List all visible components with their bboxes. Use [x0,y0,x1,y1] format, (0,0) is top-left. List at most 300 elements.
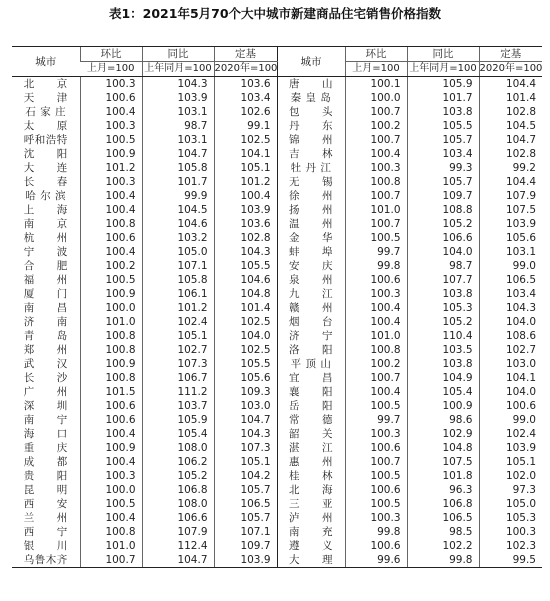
table-row [12,301,542,315]
table-row [12,105,542,119]
yoy-value-right: 98.7 [407,259,479,273]
mom-value-right: 100.8 [345,175,407,189]
mom-value-right: 100.6 [345,441,407,455]
mom-value-left: 100.4 [80,105,142,119]
yoy-value-right: 106.8 [407,497,479,511]
fixed-value-left: 103.4 [214,91,277,105]
fixed-value-left: 102.5 [214,133,277,147]
yoy-value-left: 105.1 [142,329,214,343]
mom-value-right: 100.7 [345,189,407,203]
fixed-value-right: 97.3 [479,483,542,497]
mom-value-left: 100.2 [80,259,142,273]
city-name-left: 南 宁 [23,414,68,426]
mom-value-left: 100.3 [80,175,142,189]
mom-value-right: 100.6 [345,483,407,497]
fixed-value-left: 105.6 [214,371,277,385]
yoy-value-left: 103.7 [142,399,214,413]
mom-value-left: 100.4 [80,455,142,469]
city-name-left: 杭 州 [23,232,68,244]
city-name-left: 重 庆 [23,442,68,454]
yoy-value-right: 105.5 [407,119,479,133]
fixed-value-right: 99.0 [479,259,542,273]
yoy-value-right: 107.7 [407,273,479,287]
table-row [12,273,542,287]
header-city-left: 城市 [12,47,80,77]
fixed-value-right: 105.0 [479,497,542,511]
mom-value-left: 100.6 [80,231,142,245]
mom-value-left: 100.0 [80,483,142,497]
table-row [12,329,542,343]
fixed-value-left: 105.5 [214,259,277,273]
mom-value-right: 100.5 [345,399,407,413]
yoy-value-right: 105.7 [407,133,479,147]
yoy-value-left: 105.4 [142,427,214,441]
fixed-value-right: 106.5 [479,273,542,287]
city-name-left: 南 昌 [23,302,68,314]
yoy-value-right: 101.8 [407,469,479,483]
header-mom-left: 环比 [80,47,142,62]
fixed-value-right: 99.0 [479,413,542,427]
table-body [12,77,542,568]
header-fixed-sub-right: 2020年=100 [479,62,542,77]
mom-value-left: 100.3 [80,77,142,92]
table-row [12,287,542,301]
mom-value-left: 100.8 [80,329,142,343]
yoy-value-left: 106.8 [142,483,214,497]
mom-value-right: 99.7 [345,245,407,259]
mom-value-right: 100.2 [345,119,407,133]
table-row [12,175,542,189]
fixed-value-left: 103.9 [214,553,277,568]
yoy-value-right: 105.2 [407,315,479,329]
yoy-value-right: 103.5 [407,343,479,357]
header-mom-sub-right: 上月=100 [345,62,407,77]
fixed-value-right: 104.7 [479,133,542,147]
fixed-value-left: 101.2 [214,175,277,189]
fixed-value-right: 104.4 [479,77,542,92]
yoy-value-right: 102.2 [407,539,479,553]
fixed-value-left: 105.5 [214,357,277,371]
city-name-left: 银 川 [23,540,68,552]
city-name-left: 济 南 [23,316,68,328]
header-fixed-left: 定基 [214,47,277,62]
mom-value-right: 99.6 [345,553,407,568]
yoy-value-right: 106.5 [407,511,479,525]
mom-value-left: 100.7 [80,553,142,568]
city-name-right: 常 德 [277,413,345,427]
yoy-value-right: 108.8 [407,203,479,217]
fixed-value-right: 102.8 [479,147,542,161]
city-name-left: 厦 门 [23,288,68,300]
mom-value-left: 101.0 [80,539,142,553]
yoy-value-right: 103.8 [407,357,479,371]
mom-value-right: 100.8 [345,343,407,357]
table-row [12,483,542,497]
city-name-left: 武 汉 [23,358,68,370]
city-name-left: 太 原 [23,120,68,132]
fixed-value-right: 99.2 [479,161,542,175]
mom-value-left: 100.8 [80,525,142,539]
header-fixed-right: 定基 [479,47,542,62]
mom-value-left: 100.9 [80,357,142,371]
city-name-left: 长 春 [23,176,68,188]
table-row [12,427,542,441]
city-name-right: 襄 阳 [277,385,345,399]
mom-value-left: 100.5 [80,273,142,287]
header-fixed-sub-left: 2020年=100 [214,62,277,77]
yoy-value-left: 106.6 [142,511,214,525]
city-name-left: 乌鲁木齐 [12,553,80,568]
mom-value-left: 100.9 [80,287,142,301]
table-row [12,511,542,525]
mom-value-right: 99.8 [345,259,407,273]
yoy-value-left: 103.1 [142,133,214,147]
fixed-value-left: 104.1 [214,147,277,161]
yoy-value-right: 109.7 [407,189,479,203]
yoy-value-right: 105.7 [407,175,479,189]
city-name-left: 成 都 [23,456,68,468]
mom-value-right: 100.7 [345,371,407,385]
yoy-value-left: 106.2 [142,455,214,469]
header-mom-sub-left: 上月=100 [80,62,142,77]
table-row [12,259,542,273]
city-name-left: 福 州 [23,274,68,286]
fixed-value-right: 107.5 [479,203,542,217]
city-name-right: 大 理 [277,553,345,568]
mom-value-left: 100.8 [80,371,142,385]
yoy-value-left: 102.4 [142,315,214,329]
fixed-value-right: 105.6 [479,231,542,245]
fixed-value-left: 102.5 [214,315,277,329]
yoy-value-left: 101.7 [142,175,214,189]
table-row [12,357,542,371]
fixed-value-left: 107.3 [214,441,277,455]
fixed-value-right: 103.9 [479,441,542,455]
mom-value-right: 100.5 [345,497,407,511]
fixed-value-right: 104.5 [479,119,542,133]
city-name-right: 三 亚 [277,497,345,511]
fixed-value-left: 101.4 [214,301,277,315]
fixed-value-right: 102.3 [479,539,542,553]
table-row [12,147,542,161]
mom-value-right: 100.4 [345,385,407,399]
table-row [12,371,542,385]
city-name-left: 兰 州 [23,512,68,524]
fixed-value-right: 104.0 [479,315,542,329]
fixed-value-left: 102.5 [214,343,277,357]
table-row [12,399,542,413]
city-name-left: 北 京 [23,78,68,90]
table-row [12,231,542,245]
yoy-value-left: 106.7 [142,371,214,385]
city-name-left: 合 肥 [23,260,68,272]
city-name-left: 呼和浩特 [23,134,68,146]
mom-value-left: 100.5 [80,497,142,511]
table-row [12,441,542,455]
fixed-value-left: 106.5 [214,497,277,511]
table-row [12,343,542,357]
fixed-value-right: 104.1 [479,371,542,385]
mom-value-right: 100.6 [345,273,407,287]
fixed-value-left: 105.1 [214,161,277,175]
city-name-right: 烟 台 [277,315,345,329]
city-name-right: 牡 丹 江 [277,161,345,175]
city-name-right: 洛 阳 [277,343,345,357]
table-row [12,161,542,175]
fixed-value-right: 108.6 [479,329,542,343]
yoy-value-right: 106.6 [407,231,479,245]
fixed-value-left: 109.7 [214,539,277,553]
fixed-value-left: 100.4 [214,189,277,203]
yoy-value-left: 108.0 [142,497,214,511]
yoy-value-left: 103.9 [142,91,214,105]
fixed-value-left: 102.8 [214,231,277,245]
mom-value-right: 99.8 [345,525,407,539]
yoy-value-right: 110.4 [407,329,479,343]
fixed-value-right: 107.9 [479,189,542,203]
yoy-value-left: 106.1 [142,287,214,301]
mom-value-right: 100.3 [345,161,407,175]
city-name-right: 桂 林 [277,469,345,483]
yoy-value-left: 111.2 [142,385,214,399]
mom-value-left: 100.4 [80,427,142,441]
city-name-right: 扬 州 [277,203,345,217]
fixed-value-right: 104.0 [479,385,542,399]
yoy-value-right: 104.0 [407,245,479,259]
header-yoy-left: 同比 [142,47,214,62]
city-name-right: 泸 州 [277,511,345,525]
mom-value-right: 100.3 [345,427,407,441]
table-row [12,189,542,203]
mom-value-right: 99.7 [345,413,407,427]
city-name-right: 泉 州 [277,273,345,287]
fixed-value-left: 104.7 [214,413,277,427]
mom-value-right: 101.0 [345,203,407,217]
yoy-value-right: 103.8 [407,105,479,119]
fixed-value-right: 102.4 [479,427,542,441]
yoy-value-left: 104.5 [142,203,214,217]
table-title: 表1：2021年5月70个大中城市新建商品住宅销售价格指数 [108,6,442,21]
city-name-right: 安 庆 [277,259,345,273]
table-row [12,217,542,231]
mom-value-left: 100.9 [80,147,142,161]
yoy-value-left: 103.1 [142,105,214,119]
mom-value-left: 100.3 [80,119,142,133]
city-name-left: 海 口 [23,428,68,440]
mom-value-right: 100.4 [345,315,407,329]
table-row [12,245,542,259]
table-row [12,91,542,105]
yoy-value-right: 101.7 [407,91,479,105]
mom-value-left: 100.6 [80,413,142,427]
mom-value-right: 100.7 [345,105,407,119]
mom-value-right: 100.7 [345,455,407,469]
fixed-value-left: 104.3 [214,245,277,259]
yoy-value-left: 103.2 [142,231,214,245]
yoy-value-left: 105.8 [142,161,214,175]
city-name-right: 温 州 [277,217,345,231]
city-name-right: 宜 昌 [277,371,345,385]
city-name-left: 广 州 [23,386,68,398]
fixed-value-right: 102.0 [479,469,542,483]
yoy-value-right: 98.5 [407,525,479,539]
city-name-left: 昆 明 [23,484,68,496]
fixed-value-right: 99.5 [479,553,542,568]
fixed-value-left: 105.7 [214,483,277,497]
yoy-value-right: 105.4 [407,385,479,399]
fixed-value-left: 104.3 [214,427,277,441]
table-row [12,133,542,147]
city-name-left: 南 京 [23,218,68,230]
mom-value-left: 101.0 [80,315,142,329]
city-name-right: 秦 皇 岛 [277,91,345,105]
mom-value-right: 100.4 [345,147,407,161]
yoy-value-left: 104.3 [142,77,214,92]
fixed-value-left: 107.1 [214,525,277,539]
yoy-value-left: 105.9 [142,413,214,427]
mom-value-left: 100.4 [80,189,142,203]
city-name-left: 郑 州 [23,344,68,356]
table-row [12,539,542,553]
fixed-value-left: 109.3 [214,385,277,399]
fixed-value-right: 100.6 [479,399,542,413]
mom-value-left: 100.9 [80,441,142,455]
yoy-value-right: 104.9 [407,371,479,385]
mom-value-right: 100.6 [345,539,407,553]
fixed-value-left: 105.1 [214,455,277,469]
yoy-value-right: 96.3 [407,483,479,497]
city-name-right: 济 宁 [277,329,345,343]
yoy-value-left: 112.4 [142,539,214,553]
fixed-value-right: 100.3 [479,525,542,539]
yoy-value-left: 99.9 [142,189,214,203]
mom-value-left: 100.8 [80,217,142,231]
city-name-right: 锦 州 [277,133,345,147]
header-yoy-sub-left: 上年同月=100 [142,62,214,77]
city-name-right: 唐 山 [277,77,345,92]
city-name-right: 赣 州 [277,301,345,315]
mom-value-right: 100.4 [345,301,407,315]
table-row [12,469,542,483]
table-row [12,525,542,539]
yoy-value-right: 100.9 [407,399,479,413]
mom-value-right: 100.3 [345,511,407,525]
fixed-value-right: 102.7 [479,343,542,357]
mom-value-left: 100.6 [80,91,142,105]
fixed-value-left: 103.9 [214,203,277,217]
city-name-left: 上 海 [23,204,68,216]
city-name-left: 天 津 [23,92,68,104]
fixed-value-left: 99.1 [214,119,277,133]
mom-value-left: 101.2 [80,161,142,175]
city-name-right: 包 头 [277,105,345,119]
fixed-value-left: 103.0 [214,399,277,413]
yoy-value-right: 105.3 [407,301,479,315]
city-name-right: 无 锡 [277,175,345,189]
fixed-value-right: 103.0 [479,357,542,371]
yoy-value-left: 107.9 [142,525,214,539]
mom-value-left: 100.4 [80,203,142,217]
city-name-right: 韶 关 [277,427,345,441]
table-row [12,315,542,329]
city-name-right: 平 顶 山 [277,357,345,371]
yoy-value-left: 105.0 [142,245,214,259]
fixed-value-left: 104.2 [214,469,277,483]
table-row [12,203,542,217]
city-name-left: 青 岛 [23,330,68,342]
header-city-right: 城市 [277,47,345,77]
city-name-right: 徐 州 [277,189,345,203]
yoy-value-left: 105.2 [142,469,214,483]
fixed-value-left: 104.6 [214,273,277,287]
table-row [12,413,542,427]
table-row [12,553,542,568]
fixed-value-right: 104.3 [479,301,542,315]
mom-value-left: 100.0 [80,301,142,315]
mom-value-right: 100.5 [345,231,407,245]
city-name-left: 长 沙 [23,372,68,384]
yoy-value-right: 105.2 [407,217,479,231]
table-row [12,455,542,469]
yoy-value-right: 103.8 [407,287,479,301]
mom-value-right: 100.0 [345,91,407,105]
yoy-value-right: 99.3 [407,161,479,175]
fixed-value-right: 102.8 [479,105,542,119]
yoy-value-left: 104.7 [142,147,214,161]
table-row [12,497,542,511]
mom-value-right: 100.1 [345,77,407,92]
city-name-right: 岳 阳 [277,399,345,413]
fixed-value-left: 103.6 [214,77,277,92]
city-name-left: 石 家 庄 [25,106,67,118]
yoy-value-left: 101.2 [142,301,214,315]
yoy-value-left: 104.6 [142,217,214,231]
city-name-right: 湛 江 [277,441,345,455]
fixed-value-left: 105.7 [214,511,277,525]
table-row [12,119,542,133]
mom-value-right: 100.7 [345,133,407,147]
city-name-right: 丹 东 [277,119,345,133]
yoy-value-left: 105.8 [142,273,214,287]
city-name-right: 惠 州 [277,455,345,469]
city-name-right: 蚌 埠 [277,245,345,259]
fixed-value-right: 101.4 [479,91,542,105]
yoy-value-right: 99.8 [407,553,479,568]
fixed-value-right: 103.4 [479,287,542,301]
yoy-value-left: 98.7 [142,119,214,133]
city-name-left: 大 连 [23,162,68,174]
yoy-value-left: 108.0 [142,441,214,455]
mom-value-right: 100.7 [345,217,407,231]
city-name-right: 金 华 [277,231,345,245]
yoy-value-left: 104.7 [142,553,214,568]
table-row [12,77,542,92]
fixed-value-right: 103.9 [479,217,542,231]
yoy-value-left: 102.7 [142,343,214,357]
fixed-value-right: 103.1 [479,245,542,259]
mom-value-right: 101.0 [345,329,407,343]
mom-value-left: 101.5 [80,385,142,399]
table-row [12,385,542,399]
city-name-left: 深 圳 [23,400,68,412]
mom-value-left: 100.4 [80,511,142,525]
city-name-right: 九 江 [277,287,345,301]
price-index-table [12,46,542,568]
city-name-right: 北 海 [277,483,345,497]
header-yoy-sub-right: 上年同月=100 [407,62,479,77]
fixed-value-left: 104.8 [214,287,277,301]
city-name-left: 沈 阳 [23,148,68,160]
